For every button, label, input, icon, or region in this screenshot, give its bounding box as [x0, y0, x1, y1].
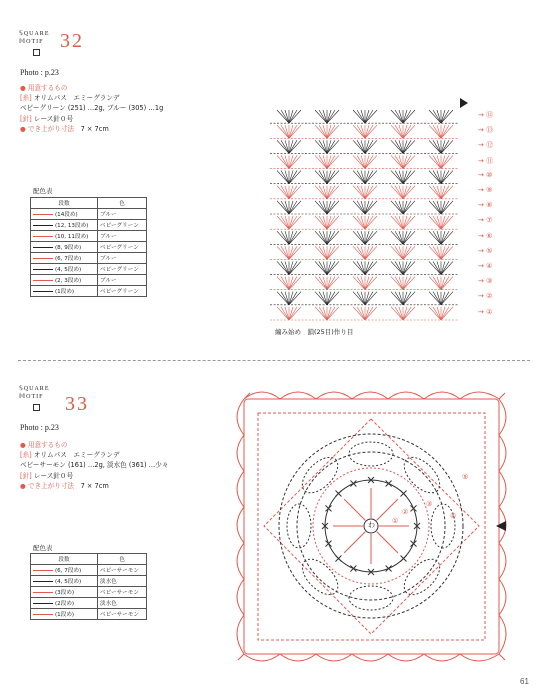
- stitch: [281, 155, 289, 168]
- row-number: → ⑤: [478, 246, 493, 255]
- stitch: [403, 307, 411, 320]
- stitch: [395, 201, 403, 214]
- stitch: [281, 140, 289, 153]
- stitch: [281, 292, 289, 305]
- stitch: [441, 216, 449, 229]
- section-divider: [18, 360, 530, 361]
- stitch-rows: [270, 110, 458, 320]
- stitch: [403, 155, 411, 168]
- checkbox-icon: [33, 404, 40, 411]
- stitch: [281, 110, 289, 123]
- stitch: [403, 277, 411, 290]
- stitch: [281, 171, 289, 184]
- stitch: [289, 171, 297, 184]
- table-row: (2段め) 淡水色: [31, 598, 147, 609]
- header-line1: QUARE: [23, 31, 50, 37]
- stitch: [441, 155, 449, 168]
- stitch: [365, 186, 373, 199]
- round-number: ④: [450, 512, 457, 520]
- stitch: [327, 231, 335, 244]
- stitch: [365, 140, 373, 153]
- table-row: (2, 3段め) ブルー: [31, 275, 147, 286]
- stitch: [289, 216, 297, 229]
- stitch: [289, 277, 297, 290]
- stitch: [357, 231, 365, 244]
- bullet-icon: ●: [20, 124, 26, 133]
- stitch: [395, 216, 403, 229]
- stitch: [281, 216, 289, 229]
- table-row: (8, 9段め) ベビーグリーン: [31, 242, 147, 253]
- stitch: [365, 231, 373, 244]
- stitch: [441, 110, 449, 123]
- stitch: [403, 110, 411, 123]
- table-row: (4, 5段め) 淡水色: [31, 576, 147, 587]
- motif33-materials: [20, 440, 240, 491]
- stitch: [319, 155, 327, 168]
- motif33-number: 33: [65, 393, 89, 415]
- stitch: [433, 277, 441, 290]
- center-stitch: [344, 532, 365, 553]
- table-row: (4, 5段め) ベビーグリーン: [31, 264, 147, 275]
- motif32-materials: [20, 83, 240, 134]
- stitch: [319, 125, 327, 138]
- stitch: [433, 246, 441, 259]
- stitch: [441, 246, 449, 259]
- stitch: [365, 216, 373, 229]
- stitch: [357, 307, 365, 320]
- stitch: [441, 171, 449, 184]
- stitch: [357, 277, 365, 290]
- needle: レース針０号: [33, 114, 74, 123]
- stitch: [403, 125, 411, 138]
- stitch: [327, 307, 335, 320]
- row-number: → ⑬: [478, 126, 494, 135]
- row-number: → ⑫: [478, 141, 494, 150]
- stitch: [289, 246, 297, 259]
- stitch: [441, 307, 449, 320]
- row-number: → ⑭: [478, 111, 494, 119]
- stitch: [441, 292, 449, 305]
- green-swatch: [33, 225, 53, 226]
- bullet-icon: ●: [20, 84, 26, 92]
- salmon-swatch: [33, 570, 53, 571]
- stitch: [357, 155, 365, 168]
- motif32-number: 32: [60, 30, 84, 52]
- motif33-color-table: [30, 553, 147, 620]
- stitch: [403, 140, 411, 153]
- motif32-header: [19, 30, 49, 56]
- needle-tag: [針]: [20, 471, 32, 480]
- col-color: 色: [98, 198, 147, 209]
- stitch: [319, 261, 327, 274]
- stitch: [281, 261, 289, 274]
- stitch: [433, 186, 441, 199]
- start-arrow-icon: [496, 521, 506, 531]
- salmon-swatch: [33, 592, 53, 593]
- stitch: [289, 261, 297, 274]
- stitch: [319, 307, 327, 320]
- stitch: [433, 155, 441, 168]
- stitch: [441, 125, 449, 138]
- row-number: → ⑥: [478, 231, 493, 240]
- stitch: [365, 171, 373, 184]
- stitch: [441, 201, 449, 214]
- size-label: でき上がり寸法: [27, 481, 75, 490]
- stitch: [281, 186, 289, 199]
- stitch: [433, 125, 441, 138]
- stitch: [403, 201, 411, 214]
- materials-heading: 用意するもの: [27, 84, 68, 92]
- stitch: [441, 261, 449, 274]
- size: 7 × 7cm: [80, 481, 109, 490]
- green-swatch: [33, 269, 53, 270]
- stitch: [403, 246, 411, 259]
- salmon-swatch: [33, 614, 53, 615]
- motif32-photo: Photo : p.23: [20, 68, 59, 77]
- lightblue-swatch: [33, 581, 53, 582]
- stitch: [365, 110, 373, 123]
- row-number: → ④: [478, 262, 493, 270]
- center-label: わ: [368, 521, 375, 529]
- stitch: [403, 171, 411, 184]
- row-number: → ②: [478, 292, 493, 301]
- round-number: ⑤: [462, 473, 469, 481]
- stitch: [395, 307, 403, 320]
- stitch: [281, 307, 289, 320]
- stitch: [395, 277, 403, 290]
- blue-swatch: [33, 280, 53, 281]
- stitch: [327, 140, 335, 153]
- col-rows: 段数: [31, 198, 98, 209]
- stitch: [365, 261, 373, 274]
- row-number: → ⑦: [478, 216, 493, 225]
- table-row: (12, 13段め) ベビーグリーン: [31, 220, 147, 231]
- bullet-icon: ●: [20, 481, 26, 490]
- stitch: [327, 155, 335, 168]
- stitch: [289, 231, 297, 244]
- stitch: [319, 292, 327, 305]
- size-label: でき上がり寸法: [27, 124, 75, 133]
- stitch: [441, 140, 449, 153]
- round-number: ②: [402, 508, 409, 516]
- stitch: [357, 140, 365, 153]
- stitch: [289, 110, 297, 123]
- stitch: [327, 125, 335, 138]
- start-arrow-icon: [460, 98, 468, 108]
- col-rows: 段数: [31, 554, 98, 565]
- header-line1: QUARE: [23, 386, 50, 392]
- stitch: [327, 277, 335, 290]
- stitch: [289, 186, 297, 199]
- stitch: [365, 277, 373, 290]
- green-swatch: [33, 291, 53, 292]
- needle-tag: [針]: [20, 114, 32, 123]
- table-row: (3段め) ベビーサーモン: [31, 587, 147, 598]
- stitch: [319, 171, 327, 184]
- motif33-table-title: 配色表: [33, 544, 53, 552]
- stitch: [319, 277, 327, 290]
- stitch: [433, 307, 441, 320]
- round-number: ③: [426, 500, 433, 508]
- blue-swatch: [33, 236, 53, 237]
- stitch: [403, 292, 411, 305]
- stitch: [441, 277, 449, 290]
- header-line2: OTIF: [26, 394, 44, 400]
- materials-heading: 用意するもの: [27, 441, 68, 449]
- stitch: [289, 201, 297, 214]
- stitch: [319, 216, 327, 229]
- stitch: [365, 155, 373, 168]
- row-number: → ①: [478, 307, 493, 316]
- stitch: [327, 171, 335, 184]
- center-stitch: [344, 499, 365, 520]
- stitch: [395, 140, 403, 153]
- stitch: [403, 231, 411, 244]
- stitch: [395, 125, 403, 138]
- stitch: [365, 201, 373, 214]
- row-number: → ⑩: [478, 170, 493, 179]
- center-stitch: [377, 532, 398, 553]
- stitch: [441, 186, 449, 199]
- bullet-icon: ●: [20, 441, 26, 449]
- page-number: 61: [520, 677, 529, 686]
- stitch: [281, 231, 289, 244]
- stitch: [433, 171, 441, 184]
- stitch: [403, 261, 411, 274]
- row-number: → ③: [478, 277, 493, 286]
- motif33-header: [19, 385, 49, 411]
- stitch: [365, 246, 373, 259]
- col-color: 色: [98, 554, 147, 565]
- stitch: [357, 186, 365, 199]
- size: 7 × 7cm: [80, 124, 109, 133]
- stitch: [433, 292, 441, 305]
- stitch: [441, 231, 449, 244]
- yarn-detail: ベビーサーモン (161) …2g, 淡水色 (361) …少々: [20, 461, 169, 470]
- stitch: [433, 231, 441, 244]
- needle: レース針０号: [33, 471, 74, 480]
- stitch: [433, 110, 441, 123]
- table-header-row: [31, 554, 147, 565]
- stitch: [357, 246, 365, 259]
- motif-initial-icon: 𝕄: [19, 39, 27, 45]
- lightblue-swatch: [33, 603, 53, 604]
- stitch: [289, 155, 297, 168]
- stitch: [357, 261, 365, 274]
- stitch: [319, 231, 327, 244]
- stitch: [395, 261, 403, 274]
- stitch: [327, 186, 335, 199]
- stitch: [395, 155, 403, 168]
- stitch: [395, 186, 403, 199]
- motif32-chart-note: 編み始め 鎖(25目)作り目: [275, 328, 354, 336]
- stitch: [433, 201, 441, 214]
- table-row: (1段め) ベビーサーモン: [31, 609, 147, 620]
- table-row: (10, 11段め) ブルー: [31, 231, 147, 242]
- stitch: [281, 277, 289, 290]
- yarn-tag: [糸]: [20, 451, 32, 460]
- stitch: [395, 171, 403, 184]
- stitch: [365, 307, 373, 320]
- row-number: → ⑧: [478, 201, 493, 210]
- square-initial-icon: 𝕊: [19, 386, 24, 392]
- motif33-crochet-diagram: [230, 385, 520, 675]
- stitch: [357, 216, 365, 229]
- blue-swatch: [33, 258, 53, 259]
- stitch: [281, 125, 289, 138]
- table-row: (14段め) ブルー: [31, 209, 147, 220]
- yarn-detail: ベビーグリーン (251) …2g, ブルー (305) …1g: [20, 104, 164, 113]
- stitch: [289, 307, 297, 320]
- table-row: (6, 7段め) ベビーサーモン: [31, 565, 147, 576]
- stitch: [357, 201, 365, 214]
- header-line2: OTIF: [26, 39, 44, 45]
- stitch: [327, 292, 335, 305]
- row-number: → ⑪: [478, 156, 494, 165]
- motif32-crochet-diagram: [258, 90, 508, 345]
- stitch: [327, 246, 335, 259]
- stitch: [395, 231, 403, 244]
- stitch: [365, 292, 373, 305]
- stitch: [403, 186, 411, 199]
- motif-initial-icon: 𝕄: [19, 394, 27, 400]
- stitch: [319, 186, 327, 199]
- stitch: [365, 125, 373, 138]
- stitch: [357, 171, 365, 184]
- stitch: [403, 216, 411, 229]
- stitch: [289, 140, 297, 153]
- blue-swatch: [33, 214, 53, 215]
- yarn-tag: [糸]: [20, 94, 32, 103]
- motif32-color-table: [30, 197, 147, 297]
- stitch: [289, 292, 297, 305]
- motif33-photo: Photo : p.23: [20, 423, 59, 432]
- green-swatch: [33, 247, 53, 248]
- table-header-row: [31, 198, 147, 209]
- stitch: [281, 201, 289, 214]
- stitch: [327, 261, 335, 274]
- stitch: [357, 292, 365, 305]
- stitch: [289, 125, 297, 138]
- row-number: → ⑨: [478, 186, 493, 194]
- stitch: [281, 246, 289, 259]
- stitch: [395, 110, 403, 123]
- stitch: [319, 201, 327, 214]
- stitch: [357, 125, 365, 138]
- motif32-table-title: 配色表: [33, 187, 53, 195]
- stitch: [395, 292, 403, 305]
- table-row: (1段め) ベビーグリーン: [31, 286, 147, 297]
- stitch: [357, 110, 365, 123]
- stitch: [433, 140, 441, 153]
- stitch: [319, 246, 327, 259]
- stitch: [327, 110, 335, 123]
- stitch: [395, 246, 403, 259]
- stitch: [433, 216, 441, 229]
- stitch: [327, 201, 335, 214]
- round-number: ①: [392, 517, 399, 525]
- stitch: [327, 216, 335, 229]
- stitch: [319, 140, 327, 153]
- checkbox-icon: [33, 49, 40, 56]
- stitch: [433, 261, 441, 274]
- stitch: [319, 110, 327, 123]
- table-row: (6, 7段め) ブルー: [31, 253, 147, 264]
- yarn: オリムパス エミーグランデ: [33, 451, 120, 460]
- square-initial-icon: 𝕊: [19, 31, 24, 37]
- yarn: オリムパス エミーグランデ: [33, 94, 120, 103]
